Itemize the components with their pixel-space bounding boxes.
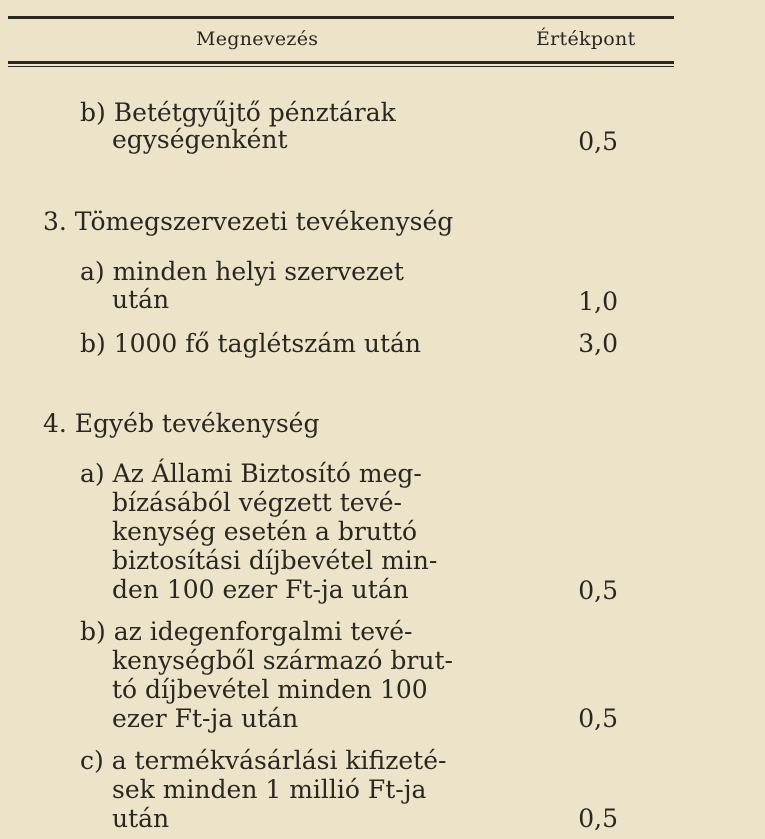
- row-text-line: b) Betétgyűjtő pénztárak: [80, 98, 396, 127]
- row-text-line: a) minden helyi szervezet: [80, 257, 404, 286]
- row-value: 3,0: [578, 329, 618, 358]
- row-text-line: den 100 ezer Ft-ja után: [112, 575, 409, 604]
- row-value: 0,5: [578, 704, 618, 733]
- row-text-line: a) Az Állami Biztosító meg-: [80, 459, 422, 488]
- table-header-rule-thin: [8, 66, 674, 67]
- table-top-rule: [8, 16, 674, 19]
- section-heading: 3. Tömegszervezeti tevékenység: [43, 207, 454, 236]
- row-text-line: b) az idegenforgalmi tevé-: [80, 617, 413, 646]
- row-value: 1,0: [578, 287, 618, 316]
- row-text-line: után: [112, 285, 170, 314]
- column-header-name: Megnevezés: [196, 28, 319, 50]
- column-header-value: Értékpont: [536, 28, 636, 50]
- row-value: 0,5: [578, 127, 618, 156]
- row-text-line: kenység esetén a bruttó: [112, 517, 418, 546]
- row-value: 0,5: [578, 804, 618, 833]
- row-value: 0,5: [578, 576, 618, 605]
- row-text-line: tó díjbevétel minden 100: [112, 675, 428, 704]
- row-text-line: sek minden 1 millió Ft-ja: [112, 775, 427, 804]
- section-heading: 4. Egyéb tevékenység: [43, 409, 320, 438]
- row-text-line: bízásából végzett tevé-: [112, 488, 402, 517]
- row-text-line: egységenként: [112, 125, 288, 154]
- row-text-line: c) a termékvásárlási kifizeté-: [80, 746, 447, 775]
- row-text-line: b) 1000 fő taglétszám után: [80, 329, 422, 358]
- row-text-line: ezer Ft-ja után: [112, 704, 299, 733]
- table-header-rule: [8, 61, 674, 64]
- row-text-line: biztosítási díjbevétel min-: [112, 546, 438, 575]
- row-text-line: után: [112, 804, 170, 833]
- row-text-line: kenységből származó brut-: [112, 646, 453, 675]
